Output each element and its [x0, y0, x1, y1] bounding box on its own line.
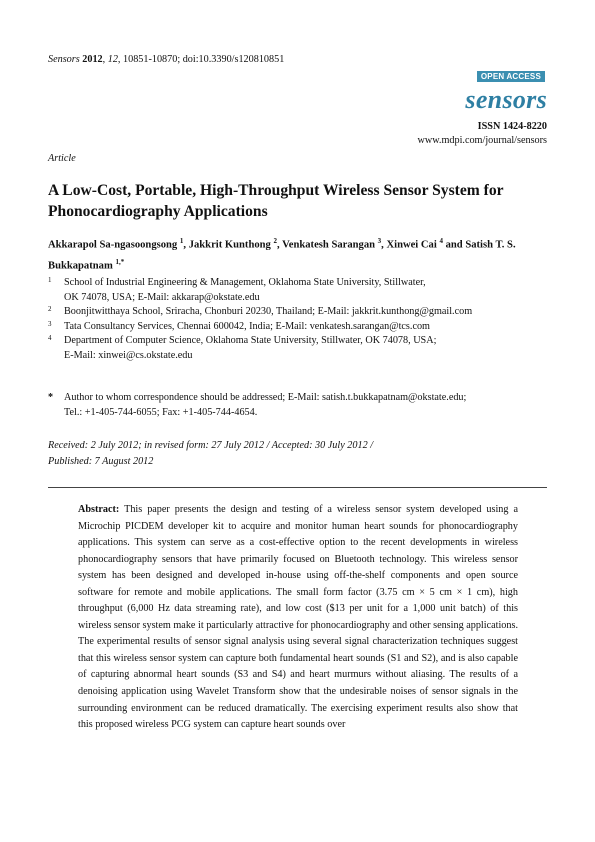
- affiliation-text: School of Industrial Engineering & Management, Oklahoma State University, Stillwater,: [64, 277, 426, 288]
- author-name: Akkarapol Sa-ngasoongsong: [48, 239, 178, 251]
- affiliation-number: 4: [48, 334, 52, 342]
- affiliation-number: 3: [48, 319, 52, 328]
- issn: ISSN 1424-8220: [477, 121, 547, 132]
- affiliation-item: [48, 320, 558, 335]
- correspondence-text: Tel.: +1-405-744-6055; Fax: +1-405-744-4654.: [64, 407, 258, 418]
- affiliation-number: 1: [48, 276, 52, 284]
- citation-line: Sensors 2012, 12, 10851-10870; doi:10.3390/s120810851: [48, 54, 285, 65]
- citation-pages-doi: , 10851-10870; doi:10.3390/s120810851: [117, 54, 285, 65]
- author-name: Xinwei Cai: [386, 239, 437, 251]
- citation-year: 2012: [82, 54, 103, 65]
- correspondence-note: [48, 390, 558, 420]
- section-divider: [48, 487, 547, 488]
- journal-name: Sensors: [48, 54, 80, 65]
- author-affiliation-marker: 3: [377, 237, 382, 245]
- affiliation-item: [48, 334, 558, 363]
- author-name: Satish T. S. Bukkapatnam: [48, 239, 516, 272]
- affiliation-text: Tata Consultancy Services, Chennai 600042, India; E-Mail: venkatesh.sarangan@tcs.com: [64, 320, 430, 332]
- dates-line: Published: 7 August 2012: [48, 456, 154, 467]
- abstract-text: This paper presents the design and testing of a wireless sensor system developed using a Microchip PICDEM developer kit to acquire and monitor human heart sounds for phonocardiography applications. This system can serve as a cost-effective option to the recent developments in wireless phonocardiography sensors that have primarily focused on Bluetooth technology. This wireless sensor system has been designed and developed in-house using off-the-shelf components and open source software for remote and mobile applications. The small form factor (3.75 cm × 5 cm × 1 cm), high throughput (6,000 Hz data streaming rate), and low cost ($13 per unit for a 1,000 unit batch) of this wireless sensor system make it particularly attractive for phonocardiography and other sensing applications. The experimental results of sensor signal analysis using several signal characterization techniques suggest that this wireless sensor system can capture both fundamental heart sounds (S1 and S2), and is also capable of capturing abnormal heart sounds (S3 and S4) and heart murmurs without aliasing. The results of a denoising application using Wavelet Transform show that the undesirable noises of sensor signals in the surrounding environment can be reduced dramatically. The exercising experiment results also show that this proposed wireless PCG system can capture heart sounds over: [78, 504, 518, 731]
- author-affiliation-number: 1,: [115, 257, 121, 266]
- affiliation-text: Boonjitwitthaya School, Sriracha, Chonburi 20230, Thailand; E-Mail: jakkrit.kunthong@gmail.com: [64, 306, 473, 317]
- affiliation-text: Department of Computer Science, Oklahoma State University, Stillwater, OK 74078, USA;: [64, 335, 437, 346]
- abstract: [78, 502, 518, 734]
- open-access-badge: OPEN ACCESS: [477, 71, 545, 82]
- correspondence-text: Author to whom correspondence should be addressed; E-Mail: satish.t.bukkapatnam@okstate.edu;: [64, 392, 467, 403]
- author-affiliation-marker: 4: [439, 237, 443, 245]
- affiliation-text: OK 74078, USA; E-Mail: akkarap@okstate.edu: [64, 291, 260, 303]
- citation-volume: 12: [107, 54, 118, 65]
- dates-line: Received: 2 July 2012; in revised form: 27 July 2012 / Accepted: 30 July 2012 /: [48, 440, 374, 451]
- affiliation-item: [48, 276, 558, 305]
- affiliation-text: E-Mail: xinwei@cs.okstate.edu: [64, 349, 193, 361]
- journal-url[interactable]: www.mdpi.com/journal/sensors: [417, 135, 547, 146]
- author-affiliation-marker: 1: [179, 237, 184, 245]
- paper-title: A Low-Cost, Portable, High-Throughput Wireless Sensor System for Phonocardiography Applications: [48, 182, 504, 220]
- affiliation-item: [48, 305, 558, 320]
- article-type: Article: [48, 153, 76, 164]
- publication-dates: [48, 438, 498, 470]
- author-list: Akkarapol Sa-ngasoongsong $^1$, Jakkrit Kunthong $^2$, Venkatesh Sarangan $^3$, Xinwei Cai $^4$ and Satish T. S. Bukkapatnam $^{1,*}$: [48, 237, 516, 272]
- author-name: Jakkrit Kunthong: [188, 239, 271, 251]
- affiliation-list: [48, 276, 558, 363]
- author-affiliation-marker: 2: [273, 237, 277, 245]
- author-name: Venkatesh Sarangan: [282, 239, 376, 251]
- affiliation-number: 2: [48, 305, 52, 313]
- correspondence-marker: *: [48, 392, 54, 403]
- journal-logo: sensors: [465, 85, 547, 114]
- abstract-label: Abstract:: [78, 504, 120, 515]
- author-affiliation-marker: 1,*: [115, 257, 125, 266]
